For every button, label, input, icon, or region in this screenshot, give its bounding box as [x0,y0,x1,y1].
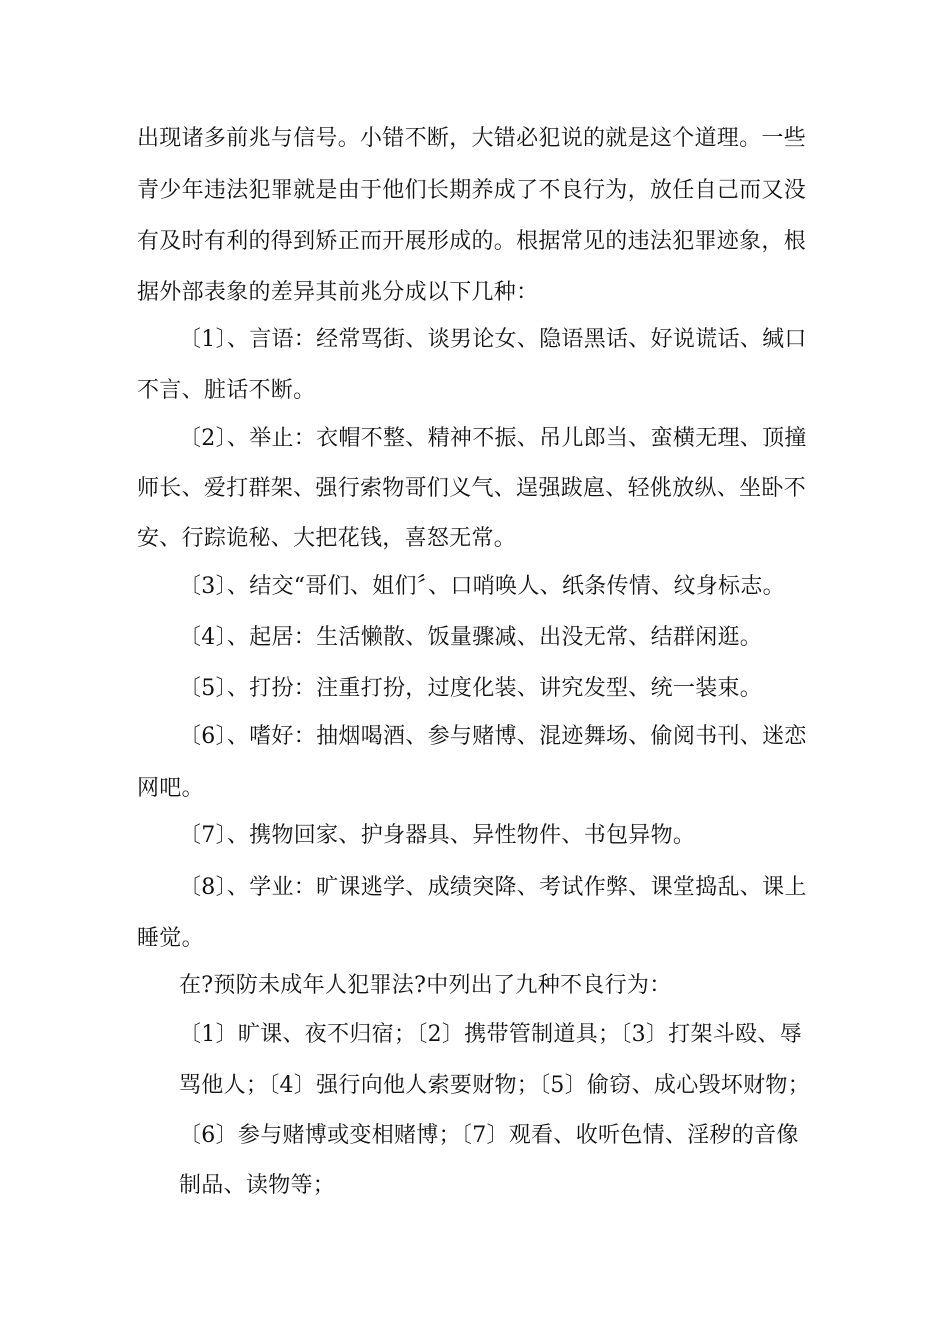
text-line-8: 师长、爱打群架、强行索物哥们义气、逞强跋扈、轻佻放纵、坐卧不 [137,476,807,501]
text-line-22: 制品、读物等； [179,1173,336,1198]
text-line-2: 青少年违法犯罪就是由于他们长期养成了不良行为，放任自己而又没 [137,178,807,203]
text-line-5: 〔1〕、言语：经常骂街、谈男论女、隐语黑话、好说谎话、缄口 [179,327,807,352]
text-line-20: 骂他人；〔4〕强行向他人索要财物；〔5〕偷窃、成心毁坏财物； [179,1073,810,1098]
text-line-12: 〔5〕、打扮：注重打扮，过度化装、讲究发型、统一装束。 [179,676,763,701]
text-line-14: 网吧。 [137,776,204,801]
text-line-19: 〔1〕旷课、夜不归宿；〔2〕携带管制道具；〔3〕打架斗殴、辱 [179,1022,802,1047]
text-line-7: 〔2〕、举止：衣帽不整、精神不振、吊儿郎当、蛮横无理、顶撞 [179,426,807,451]
text-line-21: 〔6〕参与赌博或变相赌博；〔7〕观看、收听色情、淫秽的音像 [179,1123,799,1148]
text-line-11: 〔4〕、起居：生活懒散、饭量骤减、出没无常、结群闲逛。 [179,625,763,650]
text-line-15: 〔7〕、携物回家、护身器具、异性物件、书包异物。 [179,823,696,848]
text-line-4: 据外部表象的差异其前兆分成以下几种： [137,280,539,305]
text-line-1: 出现诸多前兆与信号。小错不断，大错必犯说的就是这个道理。一些 [137,126,807,151]
text-line-17: 睡觉。 [137,926,204,951]
text-line-18: 在?预防未成年人犯罪法?中列出了九种不良行为： [179,973,672,998]
text-line-13: 〔6〕、嗜好：抽烟喝酒、参与赌博、混迹舞场、偷阅书刊、迷恋 [179,724,807,749]
text-line-6: 不言、脏话不断。 [137,378,316,403]
text-line-10: 〔3〕、结交“哥们、姐们〞、口哨唤人、纸条传情、纹身标志。 [179,574,785,599]
text-line-3: 有及时有利的得到矫正而开展形成的。根据常见的违法犯罪迹象，根 [137,229,807,254]
text-line-16: 〔8〕、学业：旷课逃学、成绩突降、考试作弊、课堂捣乱、课上 [179,875,807,900]
text-line-9: 安、行踪诡秘、大把花钱，喜怒无常。 [137,526,517,551]
